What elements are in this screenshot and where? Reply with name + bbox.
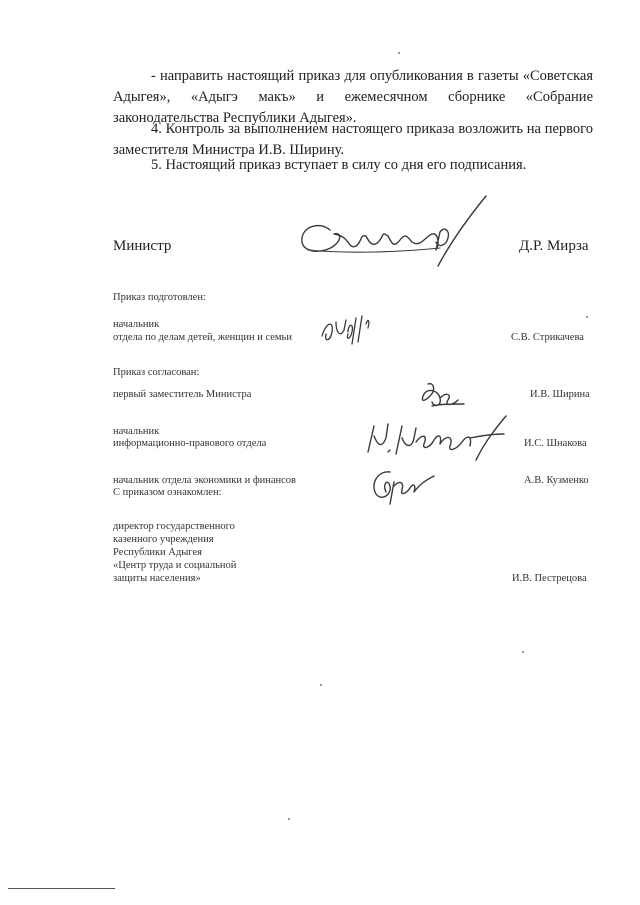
acquainted-position-line4: «Центр труда и социальной bbox=[113, 560, 237, 571]
paragraph-publication: - направить настоящий приказ для опубликования в газеты «Советская Адыгея», «Адыгэ макъ» и ежемесячном сборнике «Собрание законодательства Республики Адыгея». bbox=[113, 68, 593, 126]
prepared-position-line2: отдела по делам детей, женщин и семьи bbox=[113, 332, 292, 343]
scan-speck bbox=[320, 684, 322, 686]
agreed-second-position-line2: информационно-правового отдела bbox=[113, 438, 267, 449]
signature-shirina-icon bbox=[418, 380, 468, 414]
acquainted-position-line5: защиты населения» bbox=[113, 573, 201, 584]
acquainted-position-line2: казенного учреждения bbox=[113, 534, 214, 545]
agreed-third-position: начальник отдела экономики и финансов bbox=[113, 475, 297, 486]
scan-speck bbox=[522, 651, 524, 653]
scan-speck bbox=[586, 316, 588, 318]
agreed-second-position-line1: начальник bbox=[113, 426, 160, 437]
scan-speck bbox=[398, 52, 400, 54]
agreed-second-name: И.С. Шнакова bbox=[524, 438, 587, 449]
prepared-name: С.В. Стрикачева bbox=[511, 332, 584, 343]
agreed-heading: Приказ согласован: bbox=[113, 367, 200, 378]
prepared-position-line1: начальник bbox=[113, 319, 160, 330]
acquainted-heading: С приказом ознакомлен: bbox=[113, 487, 222, 498]
signature-strikacheva-icon bbox=[318, 312, 378, 348]
acquainted-position-line1: директор государственного bbox=[113, 521, 235, 532]
signature-shnakova-icon bbox=[364, 412, 514, 464]
agreed-first-name: И.В. Ширина bbox=[530, 389, 590, 400]
minister-title: Министр bbox=[113, 238, 172, 254]
agreed-first-position: первый заместитель Министра bbox=[113, 389, 252, 400]
acquainted-name: И.В. Пестрецова bbox=[512, 573, 587, 584]
paragraph-effective: 5. Настоящий приказ вступает в силу со дня его подписания. bbox=[151, 157, 527, 173]
scan-speck bbox=[288, 818, 290, 820]
signature-kuzmenko-icon bbox=[368, 464, 438, 506]
signature-minister-icon bbox=[290, 192, 490, 272]
agreed-third-name: А.В. Кузменко bbox=[524, 475, 589, 486]
acquainted-position-line3: Республики Адыгея bbox=[113, 547, 202, 558]
prepared-heading: Приказ подготовлен: bbox=[113, 292, 206, 303]
paragraph-control: 4. Контроль за выполнением настоящего приказа возложить на первого заместителя Министра И.В. Ширину. bbox=[113, 121, 593, 158]
minister-name: Д.Р. Мирза bbox=[519, 238, 589, 254]
footnote-rule bbox=[8, 888, 115, 889]
